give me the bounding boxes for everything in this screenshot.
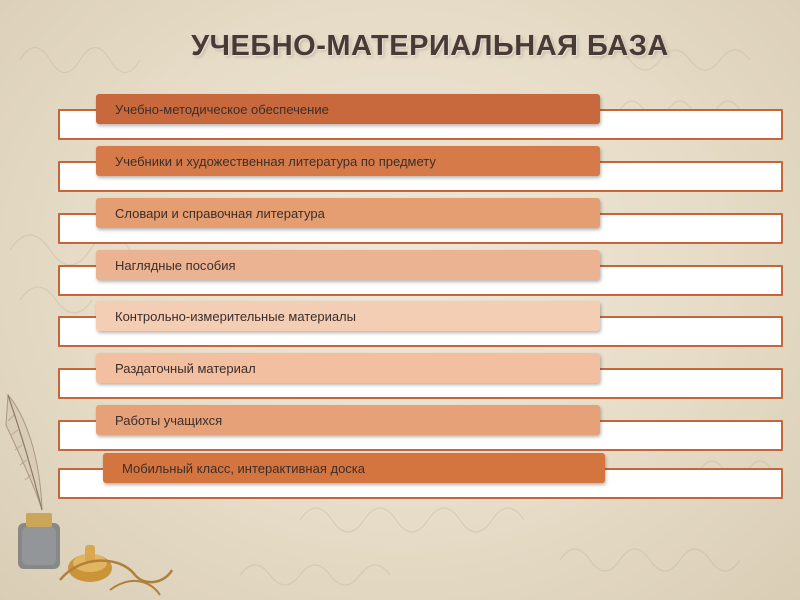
list-item bbox=[58, 453, 783, 499]
item-label-tab[interactable]: Мобильный класс, интерактивная доска bbox=[103, 453, 605, 483]
list-item bbox=[58, 353, 783, 399]
list-item bbox=[58, 250, 783, 296]
slide-title: УЧЕБНО-МАТЕРИАЛЬНАЯ БАЗА bbox=[191, 30, 669, 62]
list-item bbox=[58, 94, 783, 140]
item-label-tab[interactable]: Учебники и художественная литература по предмету bbox=[96, 146, 600, 176]
item-label-tab[interactable]: Раздаточный материал bbox=[96, 353, 600, 383]
item-label-tab[interactable]: Словари и справочная литература bbox=[96, 198, 600, 228]
list-item bbox=[58, 146, 783, 192]
item-label-tab[interactable]: Наглядные пособия bbox=[96, 250, 600, 280]
item-label-tab[interactable]: Контрольно-измерительные материалы bbox=[96, 301, 600, 331]
list-item bbox=[58, 405, 783, 451]
item-label-tab[interactable]: Учебно-методическое обеспечение bbox=[96, 94, 600, 124]
list-item bbox=[58, 198, 783, 244]
item-label-tab[interactable]: Работы учащихся bbox=[96, 405, 600, 435]
list-item bbox=[58, 301, 783, 347]
